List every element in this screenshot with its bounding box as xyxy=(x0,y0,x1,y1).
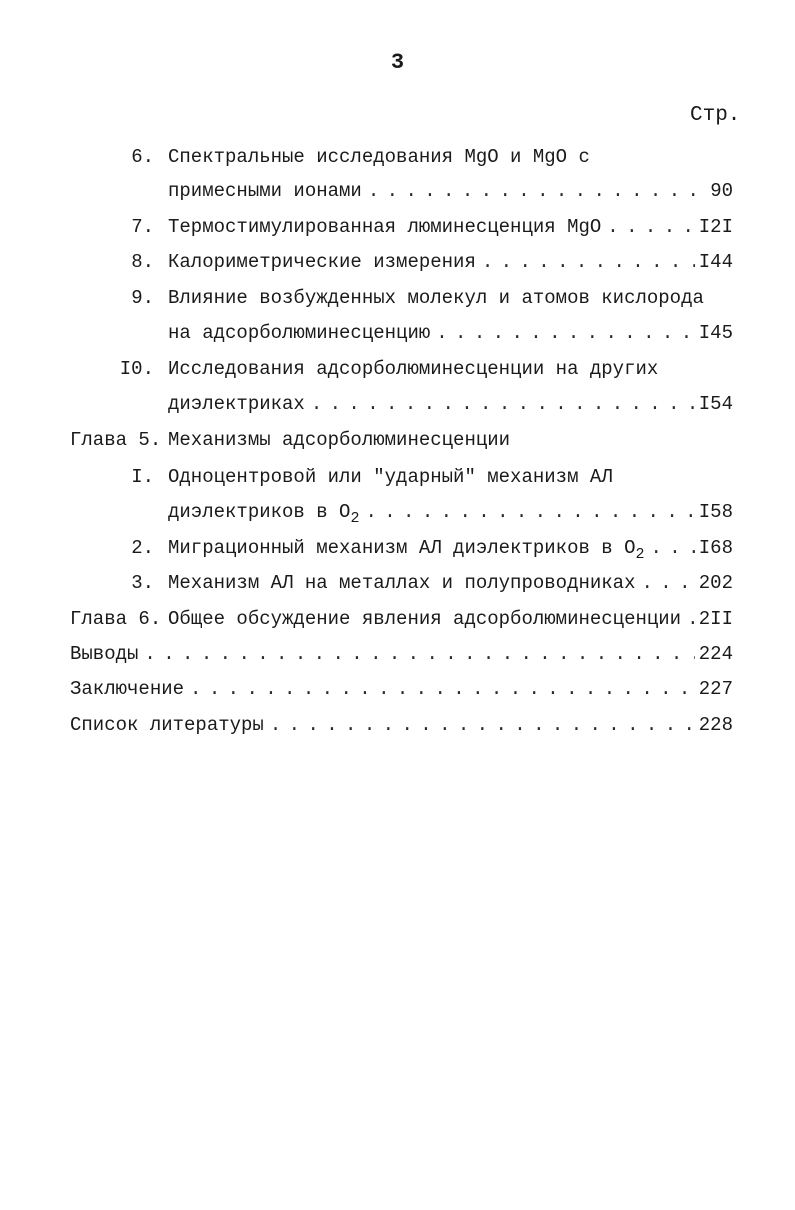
toc-entry-title: Заключение xyxy=(70,678,185,700)
toc-entry-title-continued xyxy=(168,497,359,534)
toc-entry-8 xyxy=(0,247,795,277)
toc-conclusions xyxy=(0,639,795,669)
toc-entry-number: I0. xyxy=(119,358,154,380)
dot-leader xyxy=(264,710,695,740)
pages-column-header: Стр. xyxy=(690,104,741,127)
toc-entry-page: 90 xyxy=(710,180,733,202)
toc-entry-page: 224 xyxy=(698,643,733,665)
toc-entry-6-line2 xyxy=(0,176,795,206)
toc-entry-title xyxy=(168,533,645,570)
toc-entry-9-line1 xyxy=(0,283,795,313)
dot-leader xyxy=(305,389,695,419)
dot-leader xyxy=(681,604,695,634)
toc-entry-6-line1 xyxy=(0,142,795,172)
subscript: 2 xyxy=(635,546,645,563)
toc-entry-title: Выводы xyxy=(70,643,139,665)
toc-entry-number: 8. xyxy=(131,251,154,273)
page-number: 3 xyxy=(390,50,405,75)
toc-entry-page: I58 xyxy=(698,501,733,523)
toc-entry-page: 2II xyxy=(698,608,733,630)
toc-entry-number: 6. xyxy=(131,146,154,168)
toc-entry-number: 3. xyxy=(131,572,154,594)
toc-chapter-title: Механизмы адсорболюминесценции xyxy=(168,429,511,451)
dot-leader xyxy=(645,533,696,563)
dot-leader xyxy=(184,674,695,704)
toc-entry-text: Миграционный механизм АЛ диэлектриков в O xyxy=(168,537,636,559)
toc-entry-title: Список литературы xyxy=(70,714,264,736)
toc-entry-5-3 xyxy=(0,568,795,598)
toc-entry-7 xyxy=(0,212,795,242)
toc-entry-title: Калориметрические измерения xyxy=(168,251,476,273)
toc-entry-text: диэлектриков в O xyxy=(168,501,351,523)
toc-entry-number: 9. xyxy=(131,287,154,309)
toc-entry-number: 7. xyxy=(131,216,154,238)
toc-entry-page: 227 xyxy=(698,678,733,700)
toc-entry-title-continued: на адсорболюминесценцию xyxy=(168,322,431,344)
toc-entry-title-continued: диэлектриках xyxy=(168,393,305,415)
toc-entry-page: I44 xyxy=(698,251,733,273)
toc-entry-5-1-line1 xyxy=(0,462,795,492)
toc-chapter-5 xyxy=(0,425,795,455)
toc-bibliography xyxy=(0,710,795,740)
toc-entry-page: I45 xyxy=(698,322,733,344)
toc-entry-9-line2 xyxy=(0,318,795,348)
toc-chapter-title: Общее обсуждение явления адсорболюминесценции xyxy=(168,608,682,630)
dot-leader xyxy=(362,176,695,206)
toc-entry-title: Термостимулированная люминесценция MgO xyxy=(168,216,602,238)
toc-entry-page: I54 xyxy=(698,393,733,415)
dot-leader xyxy=(430,318,695,348)
toc-entry-page: 202 xyxy=(698,572,733,594)
toc-entry-5-2 xyxy=(0,533,795,563)
dot-leader xyxy=(138,639,695,669)
toc-entry-5-1-line2 xyxy=(0,497,795,527)
toc-entry-number: I. xyxy=(131,466,154,488)
toc-chapter-label: Глава 5. xyxy=(70,429,162,451)
toc-entry-10-line1 xyxy=(0,354,795,384)
toc-entry-title: Механизм АЛ на металлах и полупроводниках xyxy=(168,572,636,594)
toc-entry-title-continued: примесными ионами xyxy=(168,180,362,202)
toc-entry-title: Спектральные исследования MgO и MgO с xyxy=(168,146,590,168)
toc-entry-page: 228 xyxy=(698,714,733,736)
toc-entry-page: I68 xyxy=(698,537,733,559)
subscript: 2 xyxy=(350,510,360,527)
toc-chapter-6 xyxy=(0,604,795,634)
dot-leader xyxy=(601,212,695,242)
dot-leader xyxy=(476,247,695,277)
dot-leader xyxy=(359,497,695,527)
toc-chapter-label: Глава 6. xyxy=(70,608,162,630)
toc-summary xyxy=(0,674,795,704)
toc-entry-title: Влияние возбужденных молекул и атомов кислорода xyxy=(168,287,704,309)
dot-leader xyxy=(635,568,695,598)
toc-entry-number: 2. xyxy=(131,537,154,559)
toc-entry-title: Исследования адсорболюминесценции на других xyxy=(168,358,659,380)
toc-entry-page: I2I xyxy=(698,216,733,238)
toc-entry-10-line2 xyxy=(0,389,795,419)
toc-entry-title: Одноцентровой или "ударный" механизм АЛ xyxy=(168,466,613,488)
